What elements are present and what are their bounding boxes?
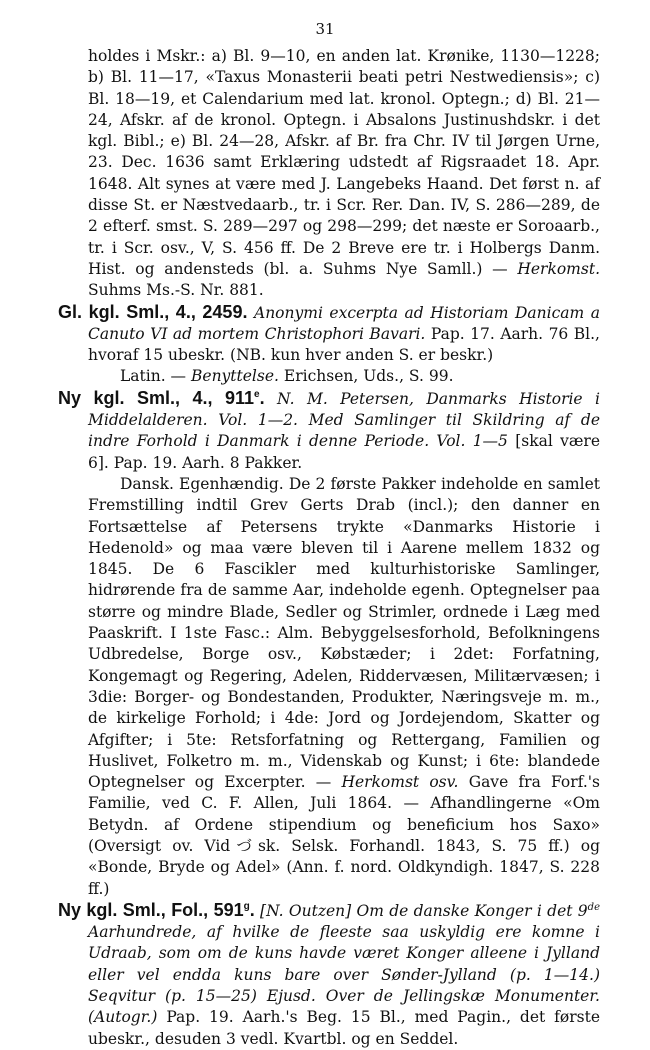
entry-title-b: Aarhundrede, af hvilke de fleeste saa uskyldig ere komne i Udraab, som om de kuns havde været Konger alleene i Jylland eller vel endda kuns bare over Sønder-Jylland (p. 1—14.) Seqvitur (p. 15—25) Ejusd. Over de Jellingskæ Monumenter. (Autogr.) [88,923,600,1027]
entry-body-text: Dansk. Egenhændig. De 2 første Pakker indeholde en samlet Fremstilling indtil Grev Gerts Drab (incl.); den danner en Fortsættelse af Petersens trykte «Danmarks Historie i Hedenold» og maa være bleven til i Aarene mellem 1832 og 1845. De 6 Fascikler med kulturhistoriske Samlinger, hidrørende fra de samme Aar, indeholde egenh. Optegnelser paa større og mindre Blade, Sedler og Strimler, ordnede i Læg med Paaskrift. I 1ste Fasc.: Alm. Bebyggelsesforhold, Befolkningens Udbredelse, Borge osv., Købstæder; i 2det: Forfatning, Kongemagt og Regering, Adelen, Riddervæsen, Militærvæsen; i 3die: Borger- og Bondestanden, Produkter, Næringsveje m. m., de kirkelige Forhold; i 4de: Jord og Jordejendom, Skatter og Afgifter; i 5te: Retsforfatning og Rettergang, Familien og Huslivet, Folketro m. m., Videnskab og Kunst; i 6te: blandede Optegnelser og Excerpter. — [88,474,600,792]
language-text: Latin. — [120,367,187,386]
entry-language-line [88,366,600,387]
shelfmark-suffix: e [254,388,260,400]
paragraph-text-end: Suhms Ms.-S. Nr. 881. [88,281,264,300]
benyttelse-label: Benyttelse. [191,367,279,386]
entry-title-a: [N. Outzen] Om de danske Konger i det 9 [260,901,588,920]
paragraph-text: holdes i Mskr.: a) Bl. 9—10, en anden lat. Krønike, 1130—1228; b) Bl. 11—17, «Taxus Monasterii beati petri Nestwediensis»; c) Bl. 18—19, et Calendarium med lat. kronol. Optegn.; d) Bl. 21—24, Afskr. af de kronol. Optegn. i Absalons Justinushdskr. i det kgl. Bibl.; e) Bl. 24—28, Afskr. af Br. fra Chr. IV til Jørgen Urne, 23. Dec. 1636 samt Erklæring udstedt af Rigsraadet 18. Apr. 1648. Alt synes at være med J. Langebeks Haand. Det først n. af disse St. er Næstvedaarb., tr. i Scr. Rer. Dan. IV, S. 286—289, de 2 efterf. smst. S. 289—297 og 298—299; det næste er Soroaarb., tr. i Scr. osv., V, S. 456 ff. De 2 Breve ere tr. i Holbergs Danm. Hist. og andensteds (bl. a. Suhms Nye Samll.) — [88,47,600,278]
shelfmark-period: . [249,899,255,920]
benyttelse-text: Erichsen, Uds., S. 99. [283,367,454,386]
herkomst-label: Herkomst. [517,259,600,278]
entry-description: [skal være 6]. Pap. 19. Aarh. 8 Pakker. [88,432,601,472]
entry-title: N. M. Petersen, Danmarks Historie i Middelalderen. Vol. 1—2. Med Samlinger til Skildring af de indre Forhold i Danmark i denne Periode. Vol. 1—5 [88,389,600,451]
entry-title: Anonymi excerpta ad Historiam Danicam a Canuto VI ad mortem Christophori Bavari. [88,303,600,343]
herkomst-label: Herkomst osv. [341,773,459,792]
catalog-entry-911e [58,387,601,474]
entry-body [88,474,600,900]
page-number: 31 [315,20,335,38]
shelfmark: Gl. kgl. Sml., 4., 2459. [58,301,248,322]
catalog-entry-591g [58,899,600,1050]
entry-description: Pap. 19. Aarh.'s Beg. 15 Bl., med Pagin., det første ubeskr., desuden 3 vedl. Kvartbl. og en Seddel. [88,1008,600,1048]
entry-description: Pap. 17. Aarh. 76 Bl., hvoraf 15 ubeskr. (NB. kun hver anden S. er beskr.) [88,324,600,365]
title-superscript: de [587,901,600,913]
shelfmark [58,900,255,920]
entry-body-end: Gave fra Forf.'s Familie, ved C. F. Allen, Juli 1864. — Afhandlingerne «Om Betydn. af Ordene stipendium og beneficium hos Saxo» (Oversigt ov. Vidづsk. Selsk. Forhandl. 1843, S. 75 ff.) og «Bonde, Bryde og Adel» (Ann. f. nord. Oldkyndigh. 1847, S. 228 ff.) [88,773,600,898]
shelfmark-period: . [259,387,265,408]
catalog-entry-2459 [58,301,600,367]
continuation-paragraph [88,46,600,302]
shelfmark-text: Ny kgl. Sml., Fol., 591 [58,899,244,920]
shelfmark-text: Ny kgl. Sml., 4., 911 [58,387,255,408]
shelfmark [58,388,265,408]
page-body [58,46,601,1050]
shelfmark-suffix: g [243,900,250,912]
